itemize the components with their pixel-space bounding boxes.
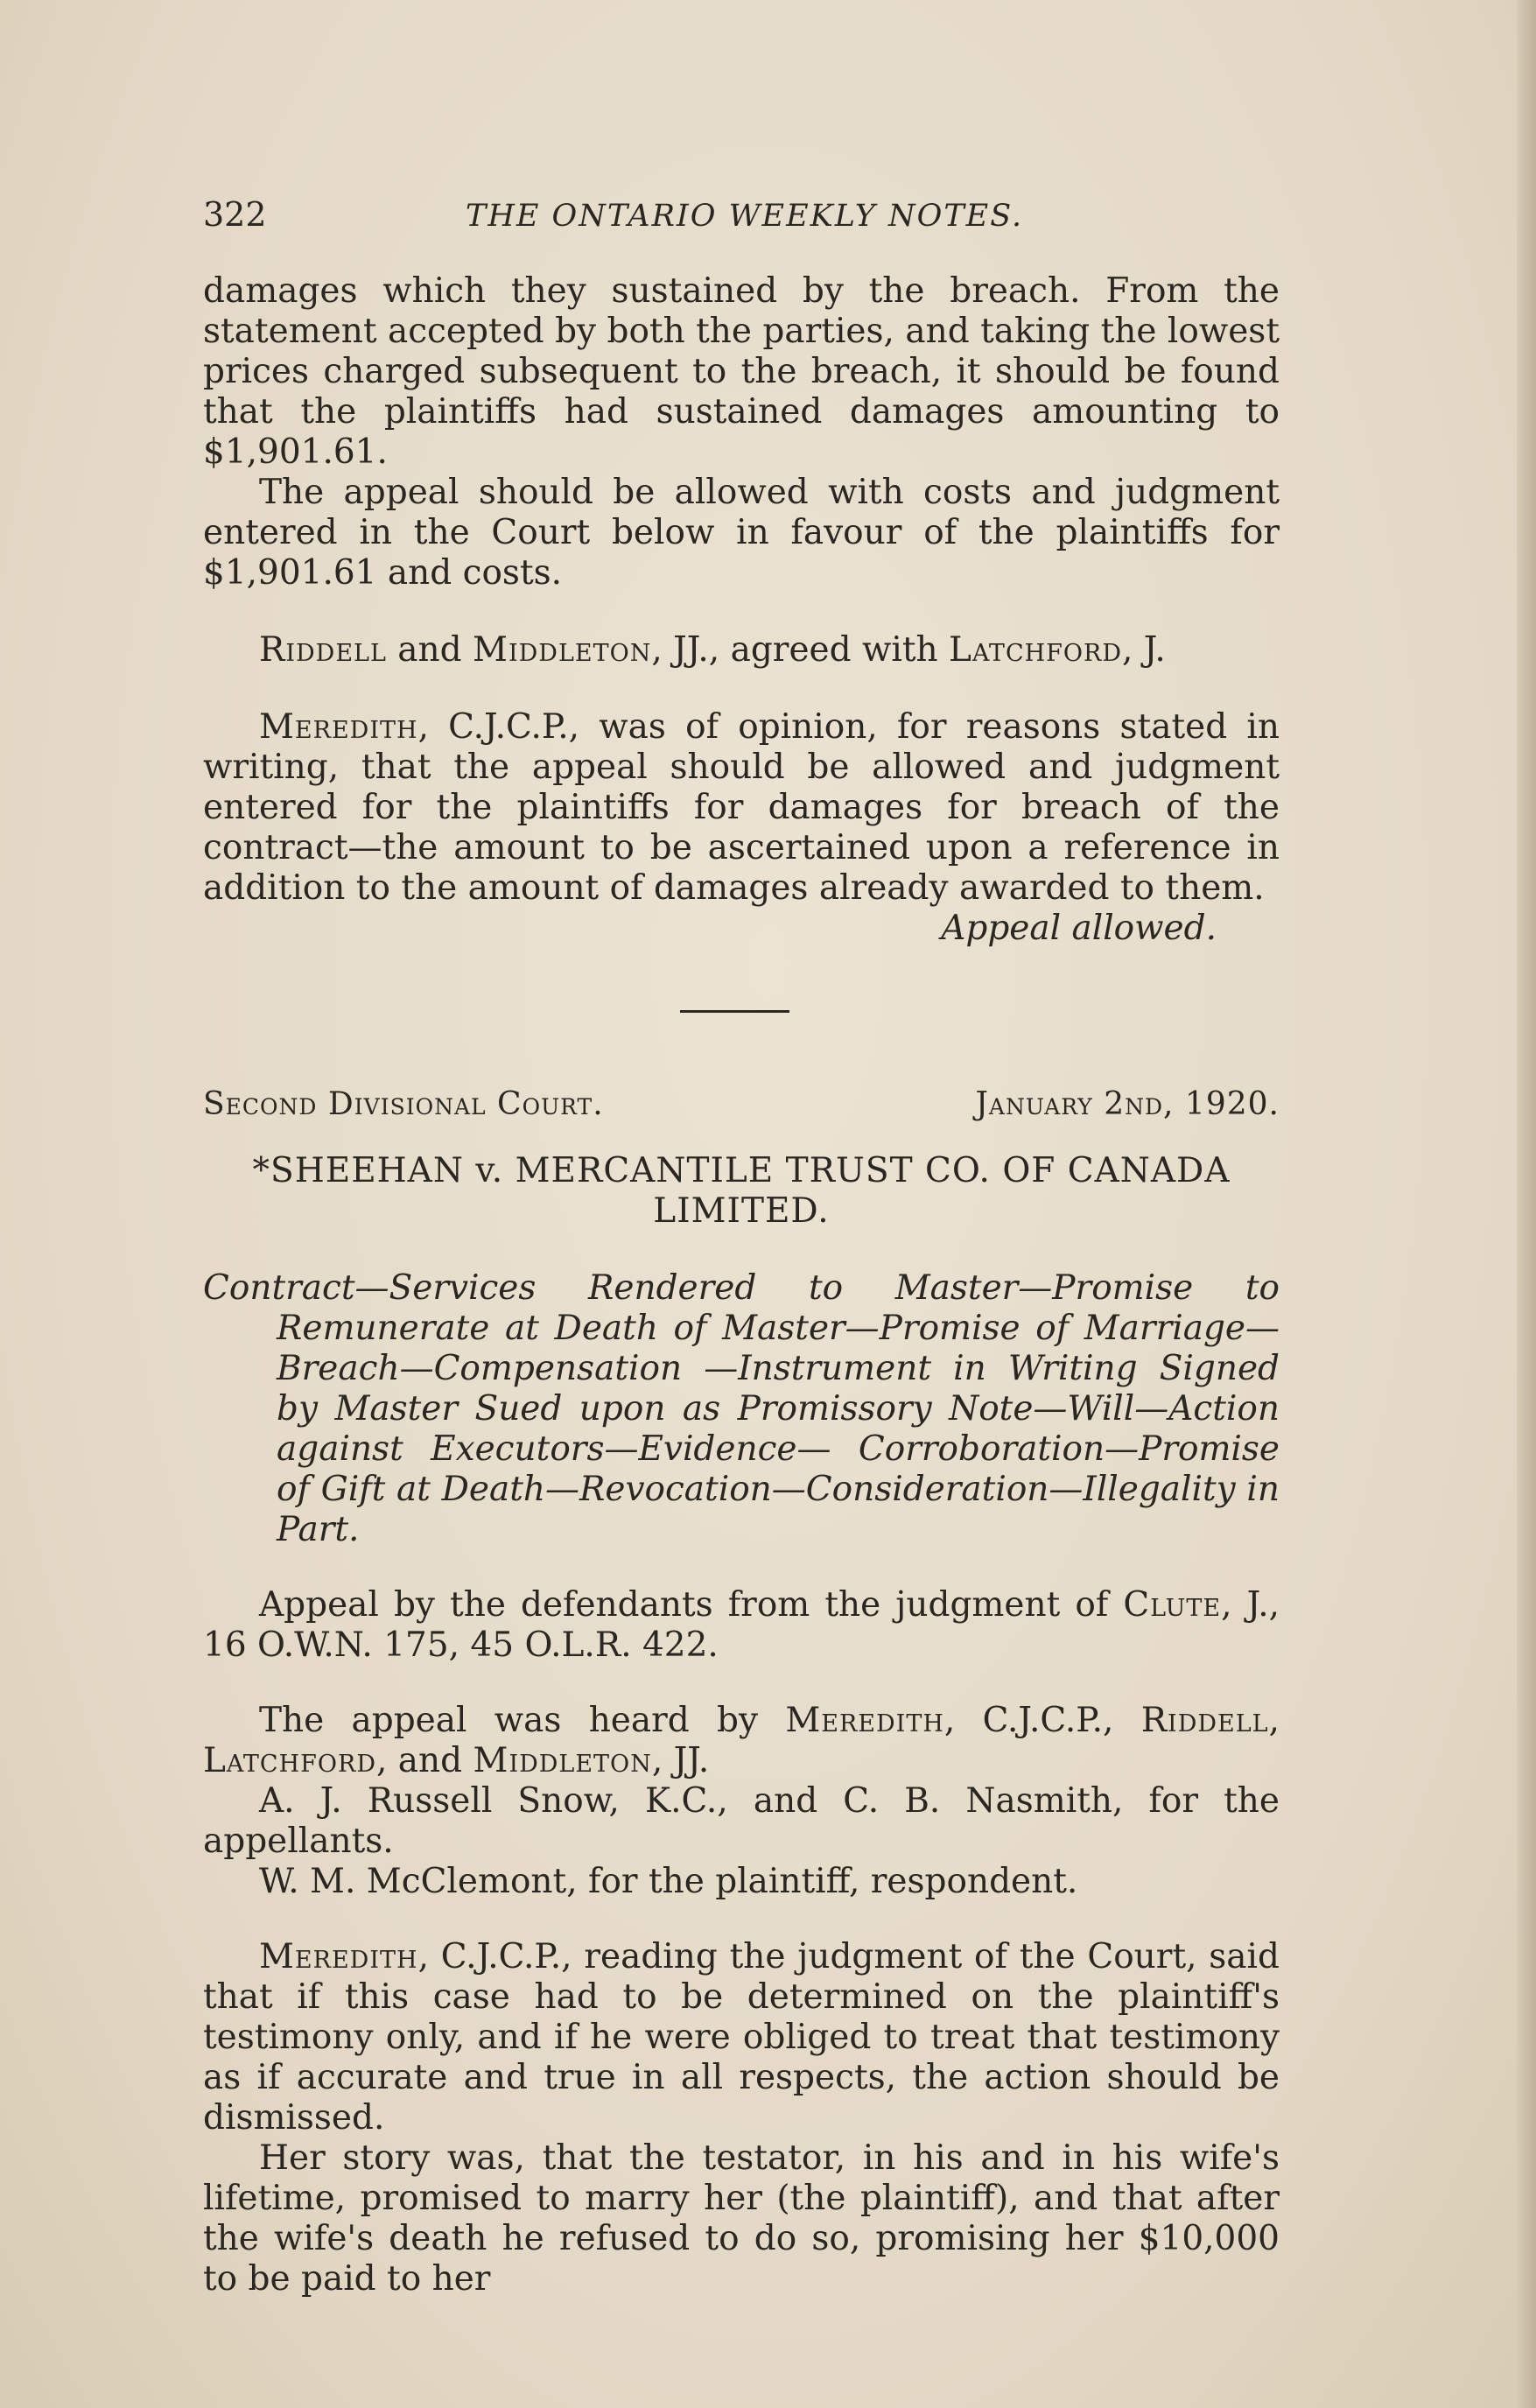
judge-name: Middleton	[473, 1741, 652, 1780]
paragraph-judgment: Meredith, C.J.C.P., reading the judgment of the Court, said that if this case had to be determined on the plaintiff's testimony only, and if he were obliged to treat that testimony as if accurate and true in all respects, the action should be dismissed.	[203, 1937, 1280, 2138]
counsel-appellants: A. J. Russell Snow, K.C., and C. B. Nasmith, for the appellants.	[203, 1781, 1280, 1861]
judge-name: Middleton	[473, 630, 652, 670]
court-name: Second Divisional Court.	[203, 1086, 604, 1122]
decision-date: January 2nd, 1920.	[975, 1086, 1280, 1122]
paragraph-damages: damages which they sustained by the breach. From the statement accepted by both the parties, and taking the lowest prices charged subsequent to the breach, it should be found that the plaintiffs had sustained damages amounting to $1,901.61.	[203, 271, 1280, 472]
paragraph-heard: The appeal was heard by Meredith, C.J.C.P., Riddell, Latchford, and Middleton, JJ.	[203, 1701, 1280, 1780]
running-title: THE ONTARIO WEEKLY NOTES.	[466, 199, 1024, 234]
judge-name: Riddell	[1140, 1701, 1269, 1740]
counsel-respondent: W. M. McClemont, for the plaintiff, respondent.	[259, 1862, 1078, 1901]
page-header	[203, 194, 1280, 238]
headnote: Contract—Services Rendered to Master—Promise to Remunerate at Death of Master—Promise of Marriage—Breach—Compensation —Instrument in Writing Signed by Master Sued upon as Promissory Note—Will—Action against Executors—Evidence— Corroboration—Promise of Gift at Death—Revocation—Consideration—Illegality in Part.	[203, 1268, 1280, 1549]
paragraph-story: Her story was, that the testator, in his and in his wife's lifetime, promised to marry her (the plaintiff), and that after the wife's death he refused to do so, promising her $10,000 to be paid to her	[203, 2138, 1280, 2299]
court-date-line	[203, 1085, 1280, 1125]
page-content	[203, 194, 1280, 2299]
judge-name: Clute	[1123, 1585, 1222, 1625]
section-divider	[680, 1010, 789, 1013]
judge-name: Latchford	[203, 1741, 376, 1780]
judge-name: Riddell	[259, 630, 387, 670]
result-line: Appeal allowed.	[941, 909, 1217, 948]
judge-name: Latchford	[949, 630, 1122, 670]
page-number: 322	[203, 195, 267, 234]
paragraph-meredith-opinion: Meredith, C.J.C.P., was of opinion, for reasons stated in writing, that the appeal should be allowed and judgment entered for the plaintiffs for damages for breach of the contract—the amount to be ascertained upon a reference in addition to the amount of damages already awarded to them.	[203, 707, 1280, 908]
judge-name: Meredith	[259, 707, 418, 747]
page-edge	[1517, 0, 1536, 2408]
judge-name: Meredith	[259, 1937, 418, 1976]
paragraph-concurrence: Riddell and Middleton, JJ., agreed with Latchford, J.	[259, 630, 1166, 670]
paragraph-appeal: Appeal by the defendants from the judgment of Clute, J., 16 O.W.N. 175, 45 O.L.R. 422.	[203, 1585, 1280, 1665]
judge-name: Meredith	[785, 1701, 944, 1740]
paragraph-appeal-allowed: The appeal should be allowed with costs and judgment entered in the Court below in favour of the plaintiffs for $1,901.61 and costs.	[203, 473, 1280, 593]
case-title: *SHEEHAN v. MERCANTILE TRUST CO. OF CANADA LIMITED.	[252, 1151, 1231, 1231]
